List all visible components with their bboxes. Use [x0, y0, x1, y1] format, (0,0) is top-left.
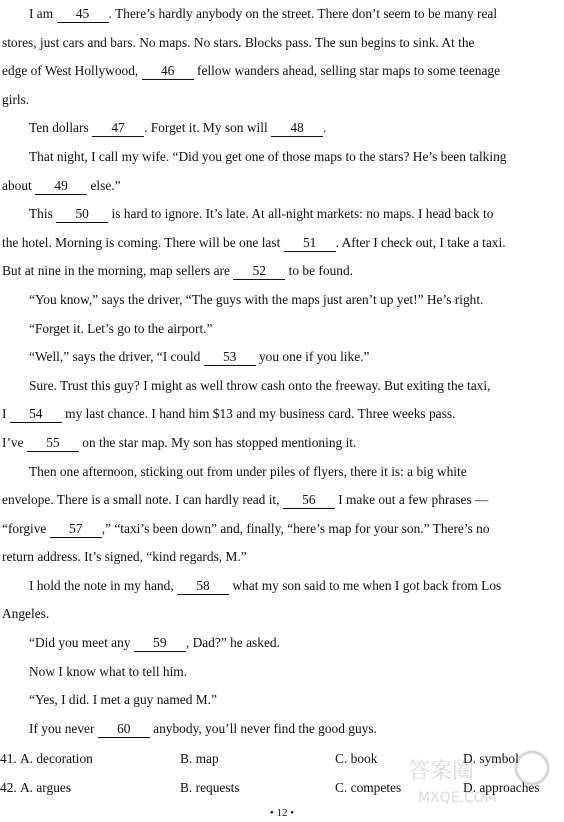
passage-text: you one if you like.” — [255, 349, 370, 365]
blank-59: 59 — [134, 635, 186, 652]
passage-line — [2, 143, 564, 172]
passage-text: , Dad?” he asked. — [185, 635, 280, 651]
option-c: C. competes — [335, 780, 402, 796]
passage-text: I am — [29, 6, 57, 21]
passage-line — [2, 686, 564, 715]
passage-line — [2, 515, 564, 544]
blank-50: 50 — [56, 206, 108, 223]
option-d: D. approaches — [463, 780, 540, 796]
passage-text: That night, I call my wife. “Did you get one of those maps to the stars? He’s been talking — [29, 148, 507, 164]
blank-55: 55 — [27, 435, 79, 452]
blank-57: 57 — [50, 521, 102, 538]
svg-text:MXQE.COM: MXQE.COM — [418, 790, 497, 806]
passage-line — [2, 600, 564, 629]
passage-line — [2, 315, 564, 344]
passage-line — [2, 400, 564, 429]
passage-line — [2, 172, 564, 201]
passage-line — [2, 715, 564, 744]
blank-51: 51 — [284, 235, 336, 252]
passage-text: . After I check out, I take a taxi. — [335, 234, 506, 250]
option-c: C. book — [335, 751, 378, 767]
option-d: D. symbol — [463, 751, 519, 767]
passage-text: edge of West Hollywood, — [2, 63, 142, 79]
blank-47: 47 — [92, 120, 144, 137]
passage-text: else.” — [87, 177, 121, 193]
page-number: • 12 • — [269, 807, 295, 819]
passage-text: I make out a few phrases — — [334, 492, 489, 508]
question-number: 42. — [0, 780, 17, 796]
passage-text: about — [2, 177, 36, 193]
passage-line — [2, 372, 564, 401]
svg-text:答案圈: 答案圈 — [408, 759, 475, 784]
passage-text: I’ve — [2, 434, 27, 450]
passage-text: Ten dollars — [29, 120, 93, 136]
passage-text: I hold the note in my hand, — [29, 577, 178, 593]
passage-text: “Well,” says the driver, “I could — [29, 349, 204, 365]
passage-text: fellow wanders ahead, selling star maps to some teenage — [193, 63, 501, 79]
passage-line — [2, 543, 564, 572]
option-b: B. map — [180, 751, 219, 767]
passage-line — [2, 0, 564, 29]
passage-line — [2, 429, 564, 458]
passage-text: is hard to ignore. It’s late. At all-night markets: no maps. I head back to — [108, 206, 494, 222]
passage-line — [2, 257, 564, 286]
blank-45: 45 — [57, 6, 109, 23]
option-a: A. argues — [20, 780, 72, 796]
passage-text: ,” “taxi’s been down” and, finally, “here’s map for your son.” There’s no — [101, 520, 490, 536]
passage-text: Angeles. — [2, 606, 50, 622]
blank-46: 46 — [142, 63, 194, 80]
passage-line — [2, 658, 564, 687]
passage-text: This — [29, 206, 57, 222]
passage-text: . Forget it. My son will — [144, 120, 272, 136]
passage-text: what my son said to me when I got back from Los — [229, 577, 502, 593]
passage-line — [2, 57, 564, 86]
passage-text: envelope. There is a small note. I can hardly read it, — [2, 492, 283, 508]
passage-text: “Forget it. Let’s go to the airport.” — [29, 320, 213, 336]
passage-line — [2, 458, 564, 487]
blank-53: 53 — [204, 349, 256, 366]
passage-line — [2, 572, 564, 601]
passage-line — [2, 229, 564, 258]
passage-text: “forgive — [2, 520, 50, 536]
blank-58: 58 — [177, 578, 229, 595]
blank-52: 52 — [233, 263, 285, 280]
passage-line — [2, 286, 564, 315]
passage-text: return address. It’s signed, “kind regards, M.” — [2, 549, 247, 565]
passage-text: . — [323, 120, 327, 136]
passage-line — [2, 486, 564, 515]
passage-text: But at nine in the morning, map sellers are — [2, 263, 234, 279]
passage-text: If you never — [29, 720, 98, 736]
passage-text: “Yes, I did. I met a guy named M.” — [29, 692, 217, 708]
blank-49: 49 — [35, 178, 87, 195]
passage-line — [2, 629, 564, 658]
option-a: A. decoration — [20, 751, 93, 767]
passage-text: Now I know what to tell him. — [29, 663, 188, 679]
passage-text: “You know,” says the driver, “The guys with the maps just aren’t up yet!” He’s right. — [29, 291, 484, 307]
passage-text: Then one afternoon, sticking out from under piles of flyers, there it is: a big white — [29, 463, 467, 479]
passage-line — [2, 29, 564, 58]
passage-text: girls. — [2, 91, 30, 107]
passage-text: to be found. — [285, 263, 353, 279]
question-number: 41. — [0, 751, 17, 767]
passage-text: stores, just cars and bars. No maps. No stars. Blocks pass. The sun begins to sink. At the — [2, 34, 475, 50]
blank-48: 48 — [271, 120, 323, 137]
blank-54: 54 — [10, 406, 62, 423]
passage-text: on the star map. My son has stopped mentioning it. — [78, 434, 357, 450]
blank-56: 56 — [283, 492, 335, 509]
passage-text: I — [2, 406, 10, 422]
passage-text: anybody, you’ll never find the good guys. — [149, 720, 377, 736]
passage-line — [2, 200, 564, 229]
option-b: B. requests — [180, 780, 240, 796]
passage-text: . There’s hardly anybody on the street. There don’t seem to be many real — [108, 6, 498, 21]
passage-line — [2, 114, 564, 143]
passage-text: “Did you meet any — [29, 635, 134, 651]
blank-60: 60 — [98, 721, 150, 738]
passage-text: Sure. Trust this guy? I might as well throw cash onto the freeway. But exiting the taxi, — [29, 377, 491, 393]
passage-text: the hotel. Morning is coming. There will be one last — [2, 234, 284, 250]
passage-line — [2, 86, 564, 115]
passage-line — [2, 343, 564, 372]
passage-text: my last chance. I hand him $13 and my business card. Three weeks pass. — [61, 406, 456, 422]
watermark-logo — [404, 748, 554, 808]
